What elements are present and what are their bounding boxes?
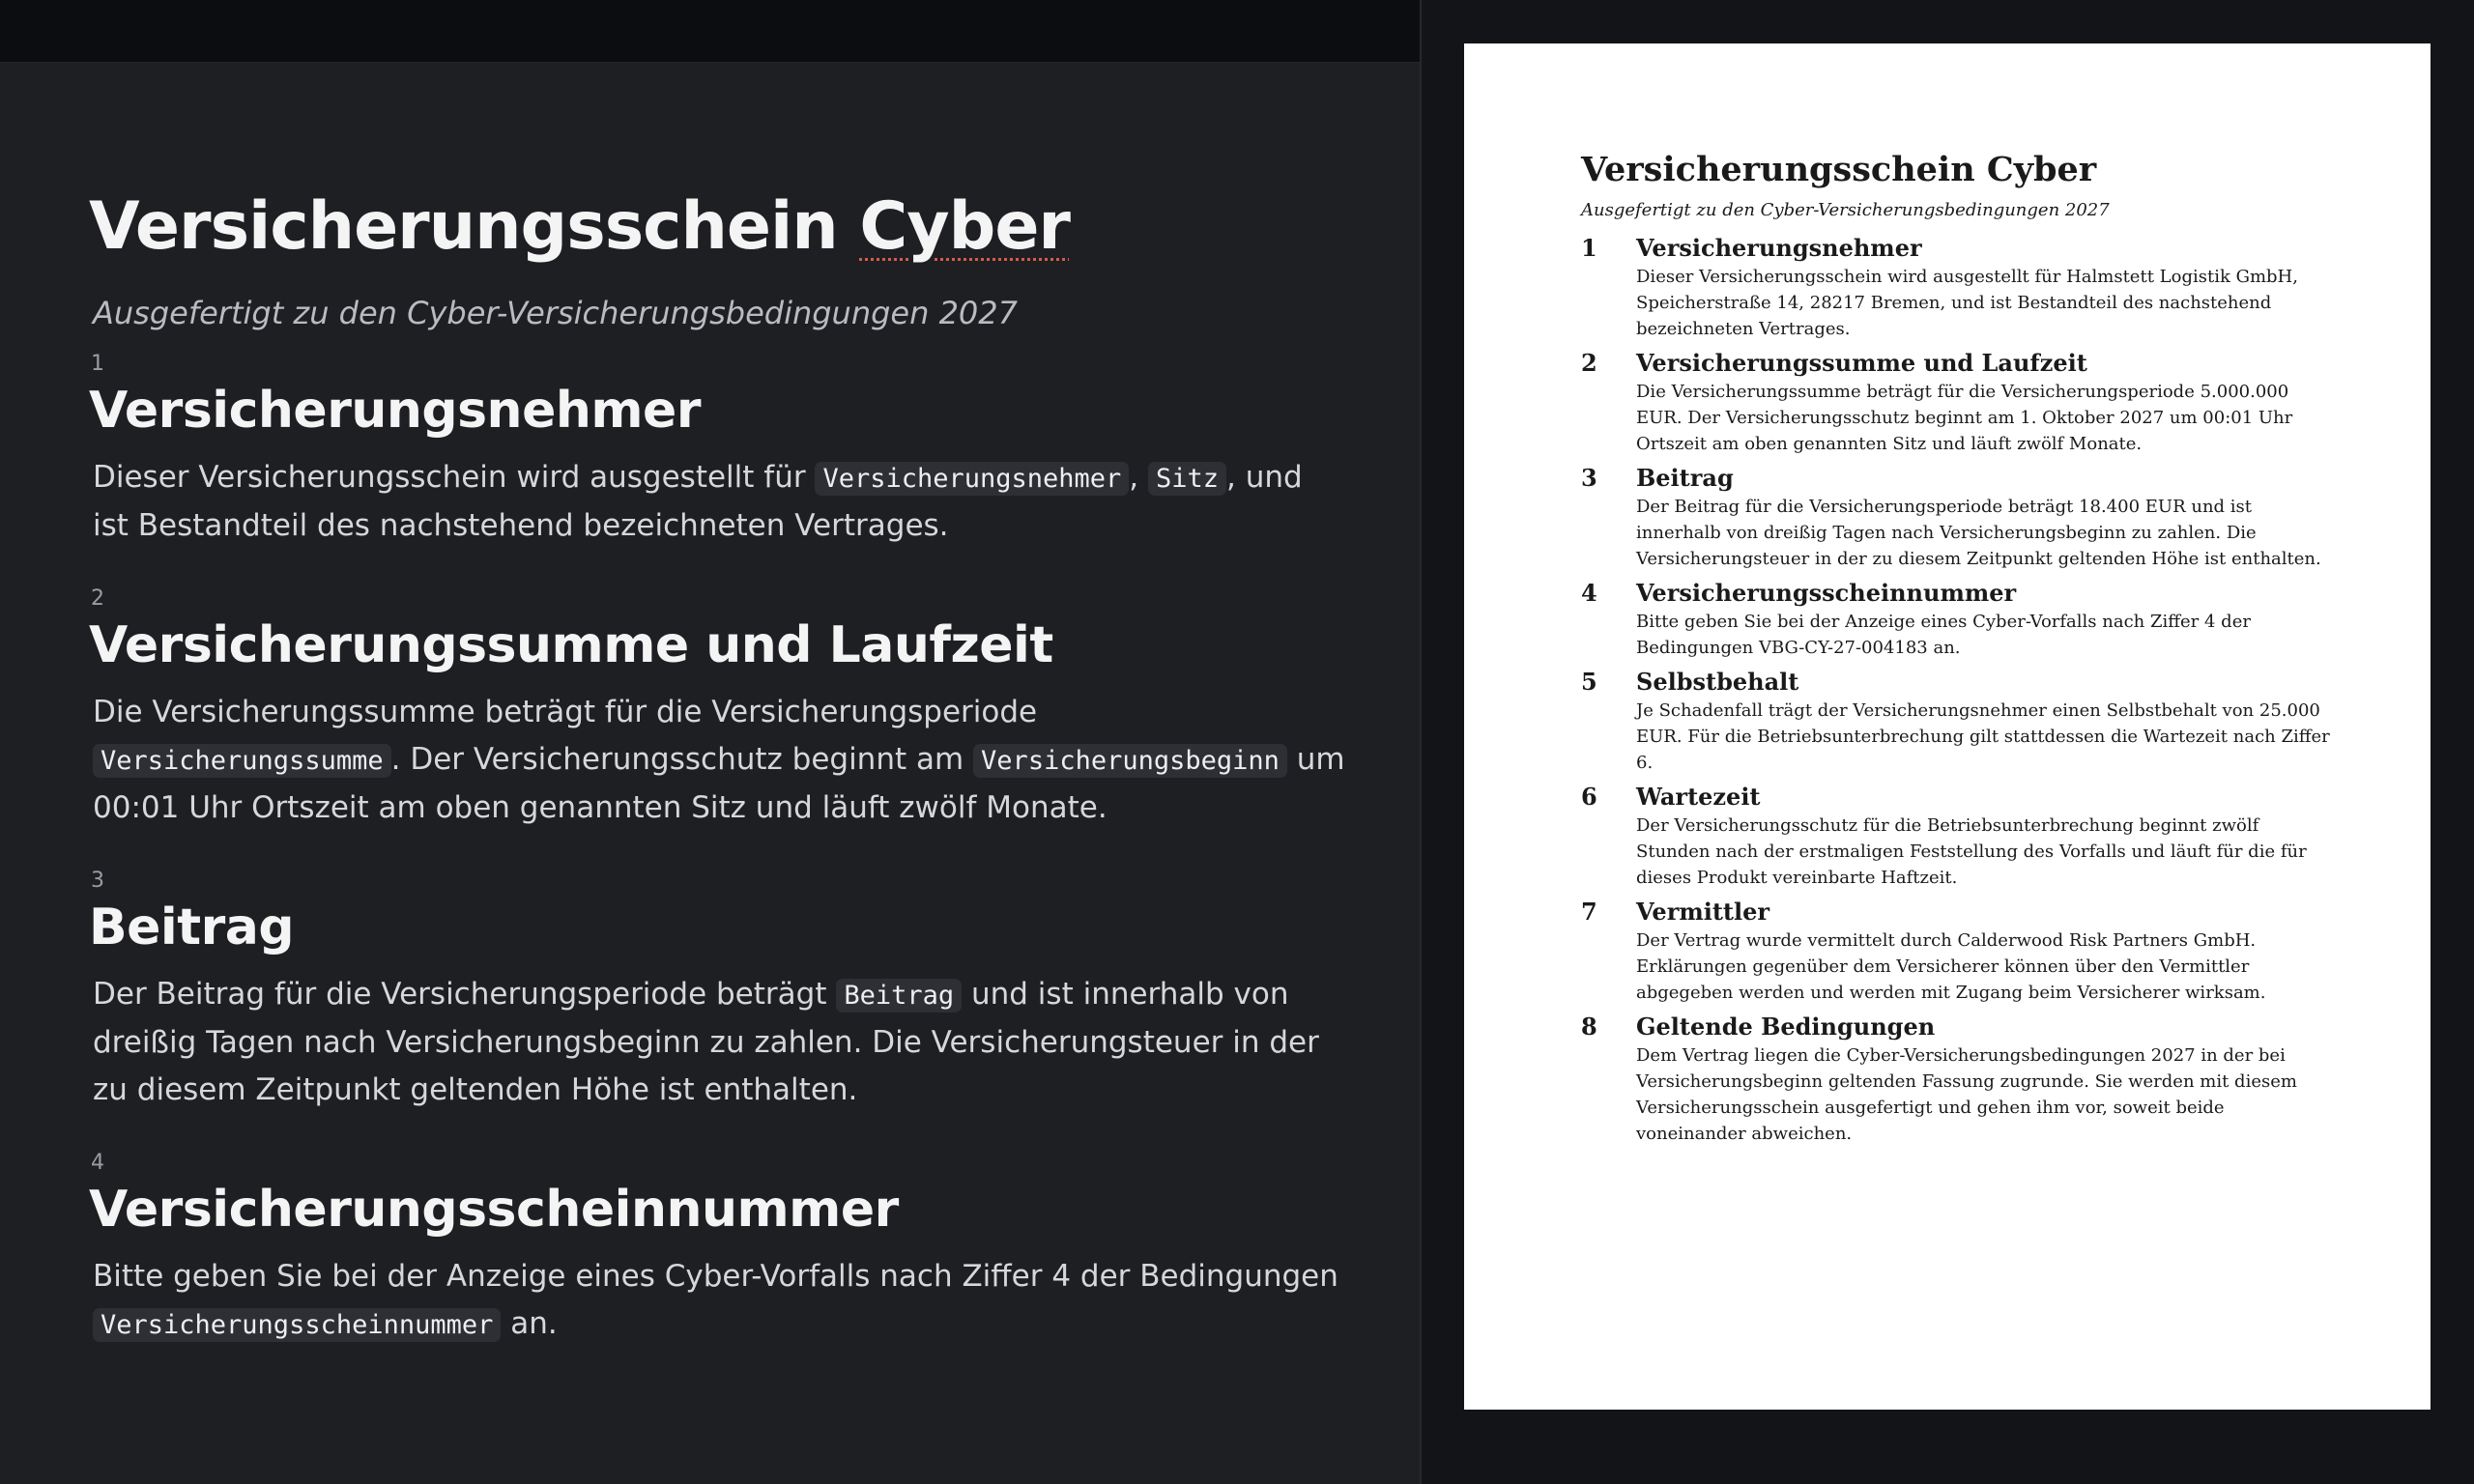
section-number: 4	[91, 1151, 104, 1175]
section-heading[interactable]: Versicherungsscheinnummer	[89, 1181, 899, 1239]
editor-section-3	[89, 867, 1345, 1114]
preview-subtitle: Ausgefertigt zu den Cyber-Versicherungsbedingungen 2027	[1581, 200, 2110, 220]
title-text: Versicherungsschein	[89, 188, 860, 265]
section-body[interactable]	[93, 454, 1345, 550]
body-text: Dieser Versicherungsschein wird ausgestellt für	[93, 460, 816, 495]
section-body[interactable]	[93, 689, 1345, 832]
preview-section-1	[1581, 233, 2335, 342]
preview-section-6	[1581, 782, 2335, 891]
pane-divider[interactable]	[1420, 0, 1422, 1484]
preview-section-number: 6	[1581, 783, 1597, 811]
section-number: 3	[91, 869, 104, 893]
body-text: um 00:01 Uhr Ortszeit am oben genannten Sitz und läuft zwölf Monate.	[93, 742, 1345, 825]
variable-chip-beitrag[interactable]: Beitrag	[836, 979, 962, 1013]
preview-section-number: 2	[1581, 349, 1597, 377]
editor-toolbar	[0, 0, 1420, 63]
body-text: , und ist Bestandteil des nachstehend bezeichneten Vertrages.	[93, 460, 1303, 543]
preview-title: Versicherungsschein Cyber	[1581, 150, 2097, 189]
preview-section-body: Dieser Versicherungsschein wird ausgestellt für Halmstett Logistik GmbH, Speicherstraße 14, 28217 Bremen, und ist Bestandteil des nachstehend bezeichneten Vertrages.	[1636, 267, 2298, 339]
body-text: Der Beitrag für die Versicherungsperiode beträgt	[93, 977, 837, 1012]
section-body[interactable]	[93, 971, 1345, 1114]
spellcheck-flagged-word[interactable]: Cyber	[859, 188, 1070, 265]
preview-section-body: Der Versicherungsschutz für die Betriebsunterbrechung beginnt zwölf Stunden nach der erstmaligen Feststellung des Vorfalls und läuft für die für dieses Produkt vereinbarte Haftzeit.	[1636, 815, 2307, 888]
preview-section-heading: Wartezeit	[1636, 783, 1761, 811]
variable-chip-versicherungsnehmer[interactable]: Versicherungsnehmer	[815, 462, 1129, 496]
preview-section-4	[1581, 578, 2335, 661]
preview-section-body: Der Beitrag für die Versicherungsperiode beträgt 18.400 EUR und ist innerhalb von dreißig Tagen nach Versicherungsbeginn zu zahlen. Die Versicherungsteuer in der zu diesem Zeitpunkt geltenden Höhe ist enthalten.	[1636, 497, 2321, 569]
body-text: an.	[501, 1306, 558, 1341]
preview-section-heading: Selbstbehalt	[1636, 668, 1799, 696]
body-text: Die Versicherungssumme beträgt für die Versicherungsperiode	[93, 695, 1038, 729]
preview-section-heading: Vermittler	[1636, 898, 1770, 926]
preview-section-body: Der Vertrag wurde vermittelt durch Calderwood Risk Partners GmbH. Erklärungen gegenüber dem Versicherer können über den Vermittler abgegeben werden und werden mit Zugang beim Versicherer wirksam.	[1636, 930, 2266, 1003]
preview-section-number: 7	[1581, 898, 1597, 926]
preview-section-7	[1581, 897, 2335, 1006]
body-text: ,	[1129, 460, 1149, 495]
editor-section-4	[89, 1149, 1345, 1349]
editor-section-2	[89, 585, 1345, 832]
preview-section-8	[1581, 1012, 2335, 1147]
preview-section-heading: Versicherungsnehmer	[1636, 234, 1922, 262]
preview-section-3	[1581, 463, 2335, 572]
preview-section-body: Die Versicherungssumme beträgt für die Versicherungsperiode 5.000.000 EUR. Der Versicherungsschutz beginnt am 1. Oktober 2027 um 00:01 Uhr Ortszeit am oben genannten Sitz und läuft zwölf Monate.	[1636, 382, 2293, 454]
section-heading[interactable]: Versicherungssumme und Laufzeit	[89, 616, 1053, 674]
section-heading[interactable]: Beitrag	[89, 899, 295, 956]
preview-section-number: 4	[1581, 579, 1597, 607]
preview-section-number: 3	[1581, 464, 1597, 492]
preview-section-heading: Versicherungsscheinnummer	[1636, 579, 2017, 607]
preview-section-heading: Versicherungssumme und Laufzeit	[1636, 349, 2087, 377]
preview-section-heading: Beitrag	[1636, 464, 1734, 492]
section-number: 1	[91, 352, 104, 376]
body-text: . Der Versicherungsschutz beginnt am	[390, 742, 974, 777]
preview-document	[1581, 148, 2335, 1147]
preview-section-number: 8	[1581, 1013, 1597, 1041]
editor-section-1	[89, 350, 1345, 550]
variable-chip-sitz[interactable]: Sitz	[1148, 462, 1226, 496]
variable-chip-versicherungssumme[interactable]: Versicherungssumme	[93, 744, 391, 778]
preview-section-number: 1	[1581, 234, 1597, 262]
body-text: und ist innerhalb von dreißig Tagen nach Versicherungsbeginn zu zahlen. Die Versicherungsteuer in der zu diesem Zeitpunkt geltenden Höhe ist enthalten.	[93, 977, 1319, 1107]
preview-section-body: Je Schadenfall trägt der Versicherungsnehmer einen Selbstbehalt von 25.000 EUR. Für die Betriebsunterbrechung gilt stattdessen die Wartezeit nach Ziffer 6.	[1636, 700, 2330, 773]
preview-section-heading: Geltende Bedingungen	[1636, 1013, 1936, 1041]
section-heading[interactable]: Versicherungsnehmer	[89, 382, 701, 440]
preview-section-body: Dem Vertrag liegen die Cyber-Versicherungsbedingungen 2027 in der bei Versicherungsbeginn geltenden Fassung zugrunde. Sie werden mit diesem Versicherungsschein ausgefertigt und gehen ihm vor, soweit beide voneinander abweichen.	[1636, 1045, 2297, 1144]
editor-document[interactable]	[89, 184, 1345, 1349]
body-text: Bitte geben Sie bei der Anzeige eines Cyber-Vorfalls nach Ziffer 4 der Bedingungen	[93, 1259, 1338, 1294]
preview-section-2	[1581, 348, 2335, 457]
variable-chip-versicherungsbeginn[interactable]: Versicherungsbeginn	[973, 744, 1287, 778]
preview-section-body: Bitte geben Sie bei der Anzeige eines Cyber-Vorfalls nach Ziffer 4 der Bedingungen VBG-CY-27-004183 an.	[1636, 612, 2251, 658]
preview-section-5	[1581, 667, 2335, 776]
section-number: 2	[91, 586, 104, 611]
document-subtitle[interactable]: Ausgefertigt zu den Cyber-Versicherungsbedingungen 2027	[93, 295, 1018, 331]
preview-page	[1464, 43, 2431, 1410]
document-title[interactable]	[89, 184, 1345, 271]
variable-chip-versicherungsscheinnummer[interactable]: Versicherungsscheinnummer	[93, 1308, 501, 1342]
preview-section-number: 5	[1581, 668, 1597, 696]
section-body[interactable]	[93, 1253, 1345, 1349]
